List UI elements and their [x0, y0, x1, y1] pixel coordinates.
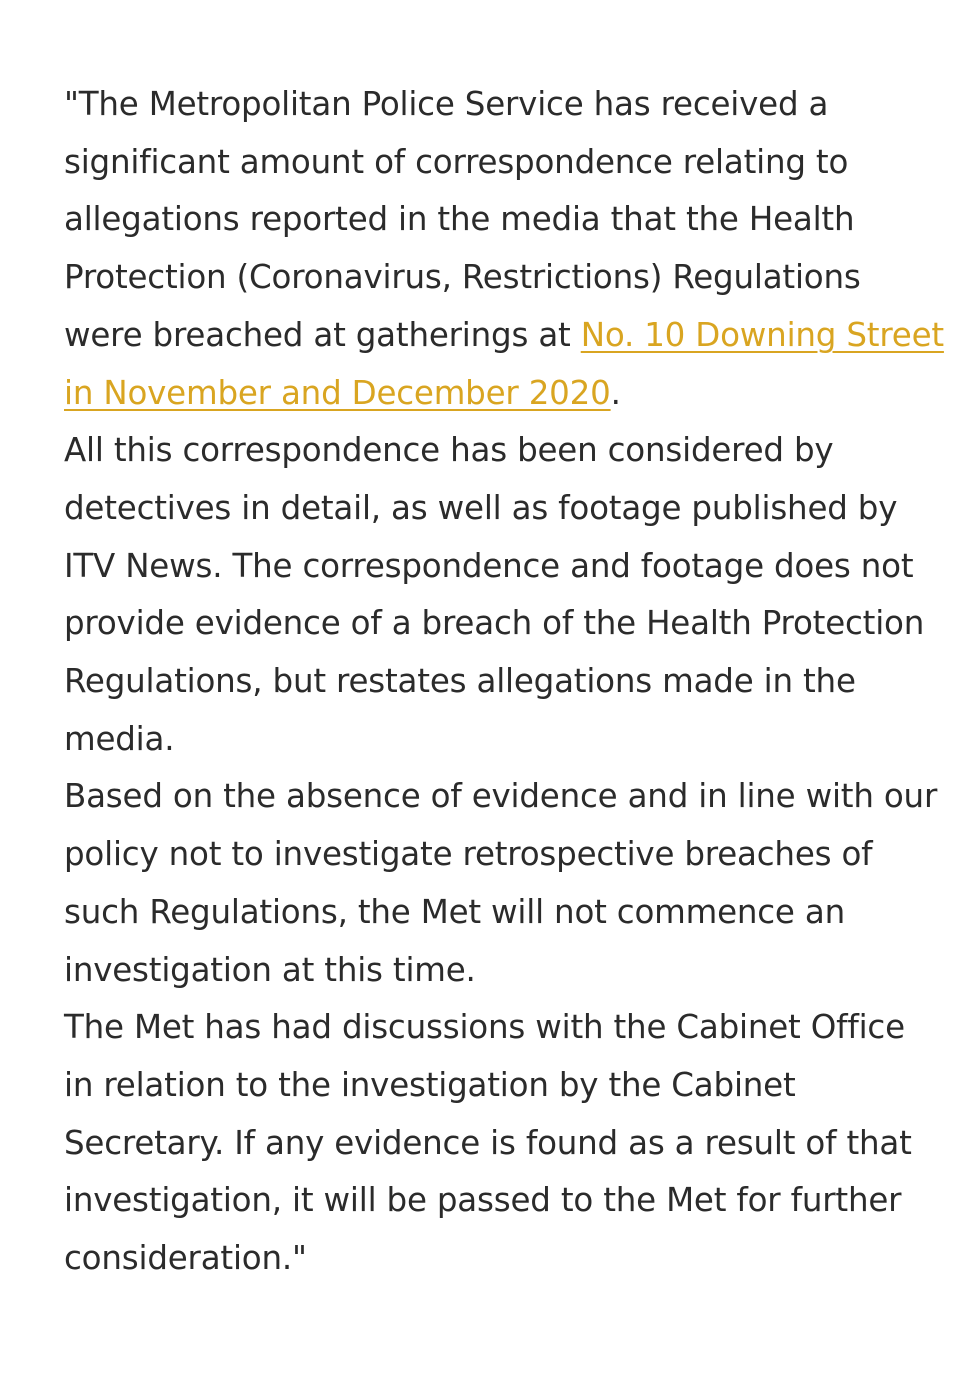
paragraph-1 — [64, 76, 944, 422]
paragraph-1-end: . — [610, 373, 621, 412]
paragraph-4: The Met has had discussions with the Cabinet Office in relation to the investigation by the Cabinet Secretary. If any evidence is found as a result of that investigation, it will be passed to the Met for further consideration." — [64, 1008, 912, 1278]
paragraph-1-text: "The Metropolitan Police Service has received a significant amount of correspondence relating to allegations reported in the media that the Health Protection (Coronavirus, Restrictions) Regulations were breached at gatherings at — [64, 85, 861, 354]
downing-street-link[interactable]: No. 10 Downing Street in November and December 2020 — [64, 315, 944, 412]
note-body — [64, 76, 944, 1288]
paragraph-3: Based on the absence of evidence and in line with our policy not to investigate retrospective breaches of such Regulations, the Met will not commence an investigation at this time. — [64, 777, 938, 989]
paragraph-2: All this correspondence has been considered by detectives in detail, as well as footage published by ITV News. The correspondence and footage does not provide evidence of a breach of the Health Protection Regulations, but restates allegations made in the media. — [64, 431, 925, 758]
